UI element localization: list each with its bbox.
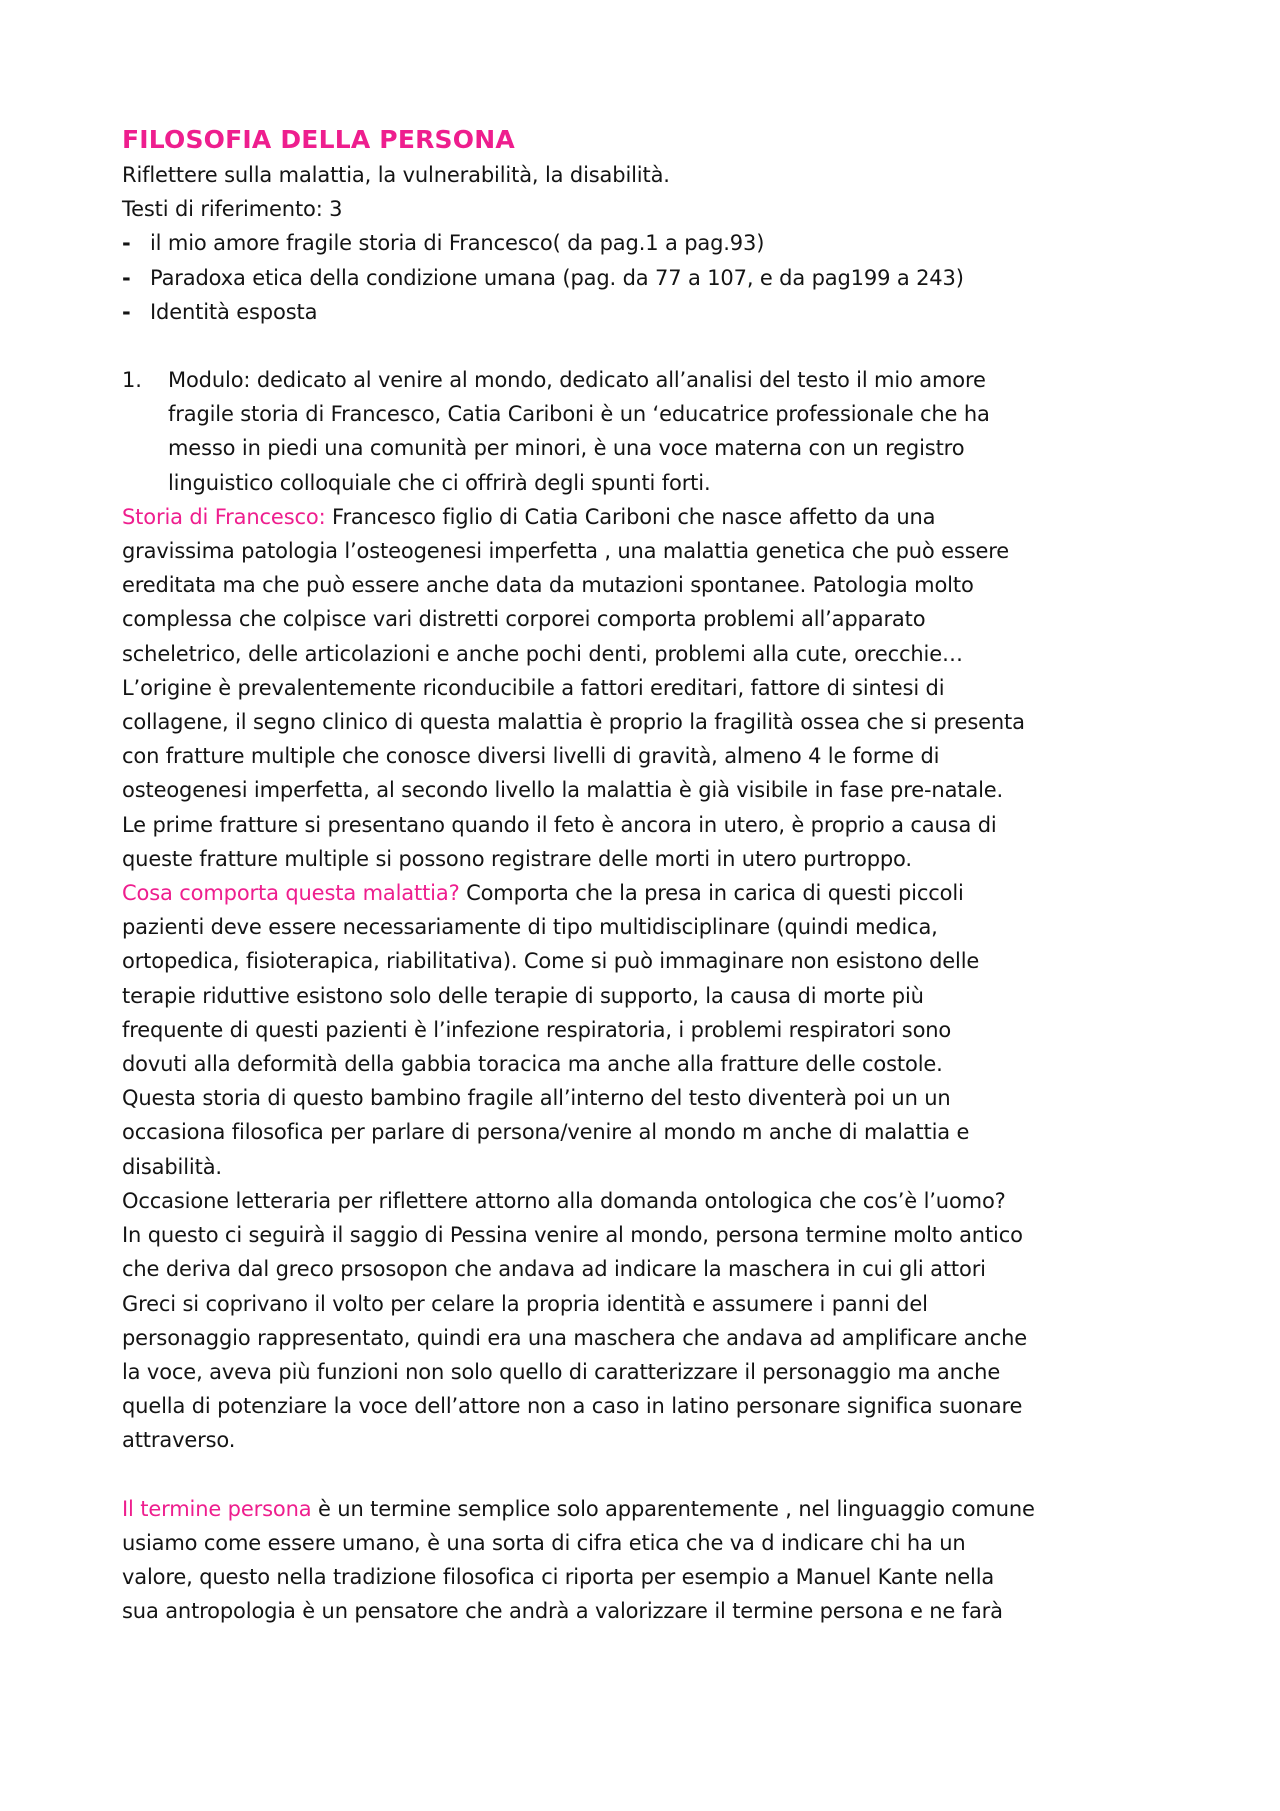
storia-line: scheletrico, delle articolazioni e anche pochi denti, problemi alla cute, orecchie… bbox=[122, 641, 963, 666]
termine-first-line bbox=[122, 1492, 1172, 1526]
occasione-line: attraverso. bbox=[122, 1428, 236, 1453]
storia-line: con fratture multiple che conosce diversi livelli di gravità, almeno 4 le forme di bbox=[122, 744, 940, 769]
cosa-line: ortopedica, fisioterapica, riabilitativa). Come si può immaginare non esistono delle bbox=[122, 949, 980, 974]
termine-line: usiamo come essere umano, è una sorta di cifra etica che va d indicare chi ha un bbox=[122, 1530, 966, 1555]
occasione-line: la voce, aveva più funzioni non solo quello di caratterizzare il personaggio ma anche bbox=[122, 1359, 1001, 1384]
module-line: messo in piedi una comunità per minori, è una voce materna con un registro bbox=[168, 436, 965, 461]
cosa-line: frequente di questi pazienti è l’infezione respiratoria, i problemi respiratori sono bbox=[122, 1017, 952, 1042]
storia-line: osteogenesi imperfetta, al secondo livello la malattia è già visibile in fase pre-natale. bbox=[122, 778, 1004, 803]
cosa-line: occasiona filosofica per parlare di persona/venire al mondo m anche di malattia e bbox=[122, 1120, 970, 1145]
storia-line: ereditata ma che può essere anche data da mutazioni spontanee. Patologia molto bbox=[122, 573, 974, 598]
occasione-line: che deriva dal greco prsosopon che andava ad indicare la maschera in cui gli attori bbox=[122, 1257, 986, 1282]
spacer bbox=[122, 329, 1172, 363]
storia-line: Le prime fratture si presentano quando il feto è ancora in utero, è proprio a causa di bbox=[122, 812, 997, 837]
storia-line: complessa che colpisce vari distretti corporei comporta problemi all’apparato bbox=[122, 607, 926, 632]
spacer bbox=[122, 1458, 1172, 1492]
occasione-line: In questo ci seguirà il saggio di Pessina venire al mondo, persona termine molto antico bbox=[122, 1223, 1023, 1248]
list-item: - Identità esposta bbox=[122, 295, 1172, 329]
module-line: fragile storia di Francesco, Catia Cariboni è un ‘educatrice professionale che ha bbox=[168, 402, 990, 427]
termine-line: sua antropologia è un pensatore che andrà a valorizzare il termine persona e ne farà bbox=[122, 1599, 1003, 1624]
cosa-line: Questa storia di questo bambino fragile all’interno del testo diventerà poi un un bbox=[122, 1086, 951, 1111]
storia-first-line bbox=[122, 500, 1172, 534]
occasione-line: personaggio rappresentato, quindi era una maschera che andava ad amplificare anche bbox=[122, 1325, 1027, 1350]
termine-paragraph bbox=[122, 1492, 1172, 1629]
texts-intro: Testi di riferimento: 3 bbox=[122, 197, 343, 222]
subtitle: Riflettere sulla malattia, la vulnerabilità, la disabilità. bbox=[122, 163, 670, 187]
list-item: - Paradoxa etica della condizione umana (pag. da 77 a 107, e da pag199 a 243) bbox=[122, 261, 1172, 295]
document-title: FILOSOFIA DELLA PERSONA bbox=[122, 125, 515, 154]
storia-line: gravissima patologia l’osteogenesi imperfetta , una malattia genetica che può essere bbox=[122, 539, 1010, 564]
module-number: 1. bbox=[122, 368, 142, 393]
cosa-heading: Cosa comporta questa malattia? bbox=[122, 881, 460, 906]
storia-line: collagene, il segno clinico di questa malattia è proprio la fragilità ossea che si presenta bbox=[122, 710, 1025, 735]
cosa-line: terapie riduttive esistono solo delle terapie di supporto, la causa di morte più bbox=[122, 983, 924, 1008]
reference-texts-list bbox=[122, 226, 1172, 329]
storia-paragraph bbox=[122, 500, 1172, 876]
module-item bbox=[122, 363, 1172, 500]
module-line: linguistico colloquiale che ci offrirà degli spunti forti. bbox=[168, 470, 711, 495]
cosa-line: disabilità. bbox=[122, 1154, 222, 1179]
storia-line: queste fratture multiple si possono registrare delle morti in utero purtroppo. bbox=[122, 846, 912, 871]
cosa-first-line bbox=[122, 876, 1172, 910]
storia-heading: Storia di Francesco: bbox=[122, 504, 326, 529]
termine-first-line-text: è un termine semplice solo apparentemente , nel linguaggio comune bbox=[311, 1496, 1035, 1521]
occasione-line: Occasione letteraria per riflettere attorno alla domanda ontologica che cos’è l’uomo? bbox=[122, 1188, 1006, 1213]
list-item: - il mio amore fragile storia di Francesco( da pag.1 a pag.93) bbox=[122, 226, 1172, 260]
occasione-paragraph bbox=[122, 1184, 1172, 1458]
storia-first-line-text: Francesco figlio di Catia Cariboni che nasce affetto da una bbox=[325, 504, 936, 529]
cosa-line: dovuti alla deformità della gabbia toracica ma anche alla fratture delle costole. bbox=[122, 1052, 943, 1077]
termine-line: valore, questo nella tradizione filosofica ci riporta per esempio a Manuel Kante nella bbox=[122, 1564, 995, 1589]
cosa-first-line-text: Comporta che la presa in carica di questi piccoli bbox=[459, 881, 964, 906]
cosa-paragraph bbox=[122, 876, 1172, 1184]
document-body bbox=[122, 122, 1172, 1628]
storia-line: L’origine è prevalentemente riconducibile a fattori ereditari, fattore di sintesi di bbox=[122, 675, 945, 700]
occasione-line: quella di potenziare la voce dell’attore non a caso in latino personare significa suonare bbox=[122, 1394, 1023, 1419]
occasione-line: Greci si coprivano il volto per celare la propria identità e assumere i panni del bbox=[122, 1291, 928, 1316]
module-line: Modulo: dedicato al venire al mondo, dedicato all’analisi del testo il mio amore bbox=[168, 368, 986, 393]
termine-heading: Il termine persona bbox=[122, 1496, 312, 1521]
cosa-line: pazienti deve essere necessariamente di tipo multidisciplinare (quindi medica, bbox=[122, 915, 938, 940]
